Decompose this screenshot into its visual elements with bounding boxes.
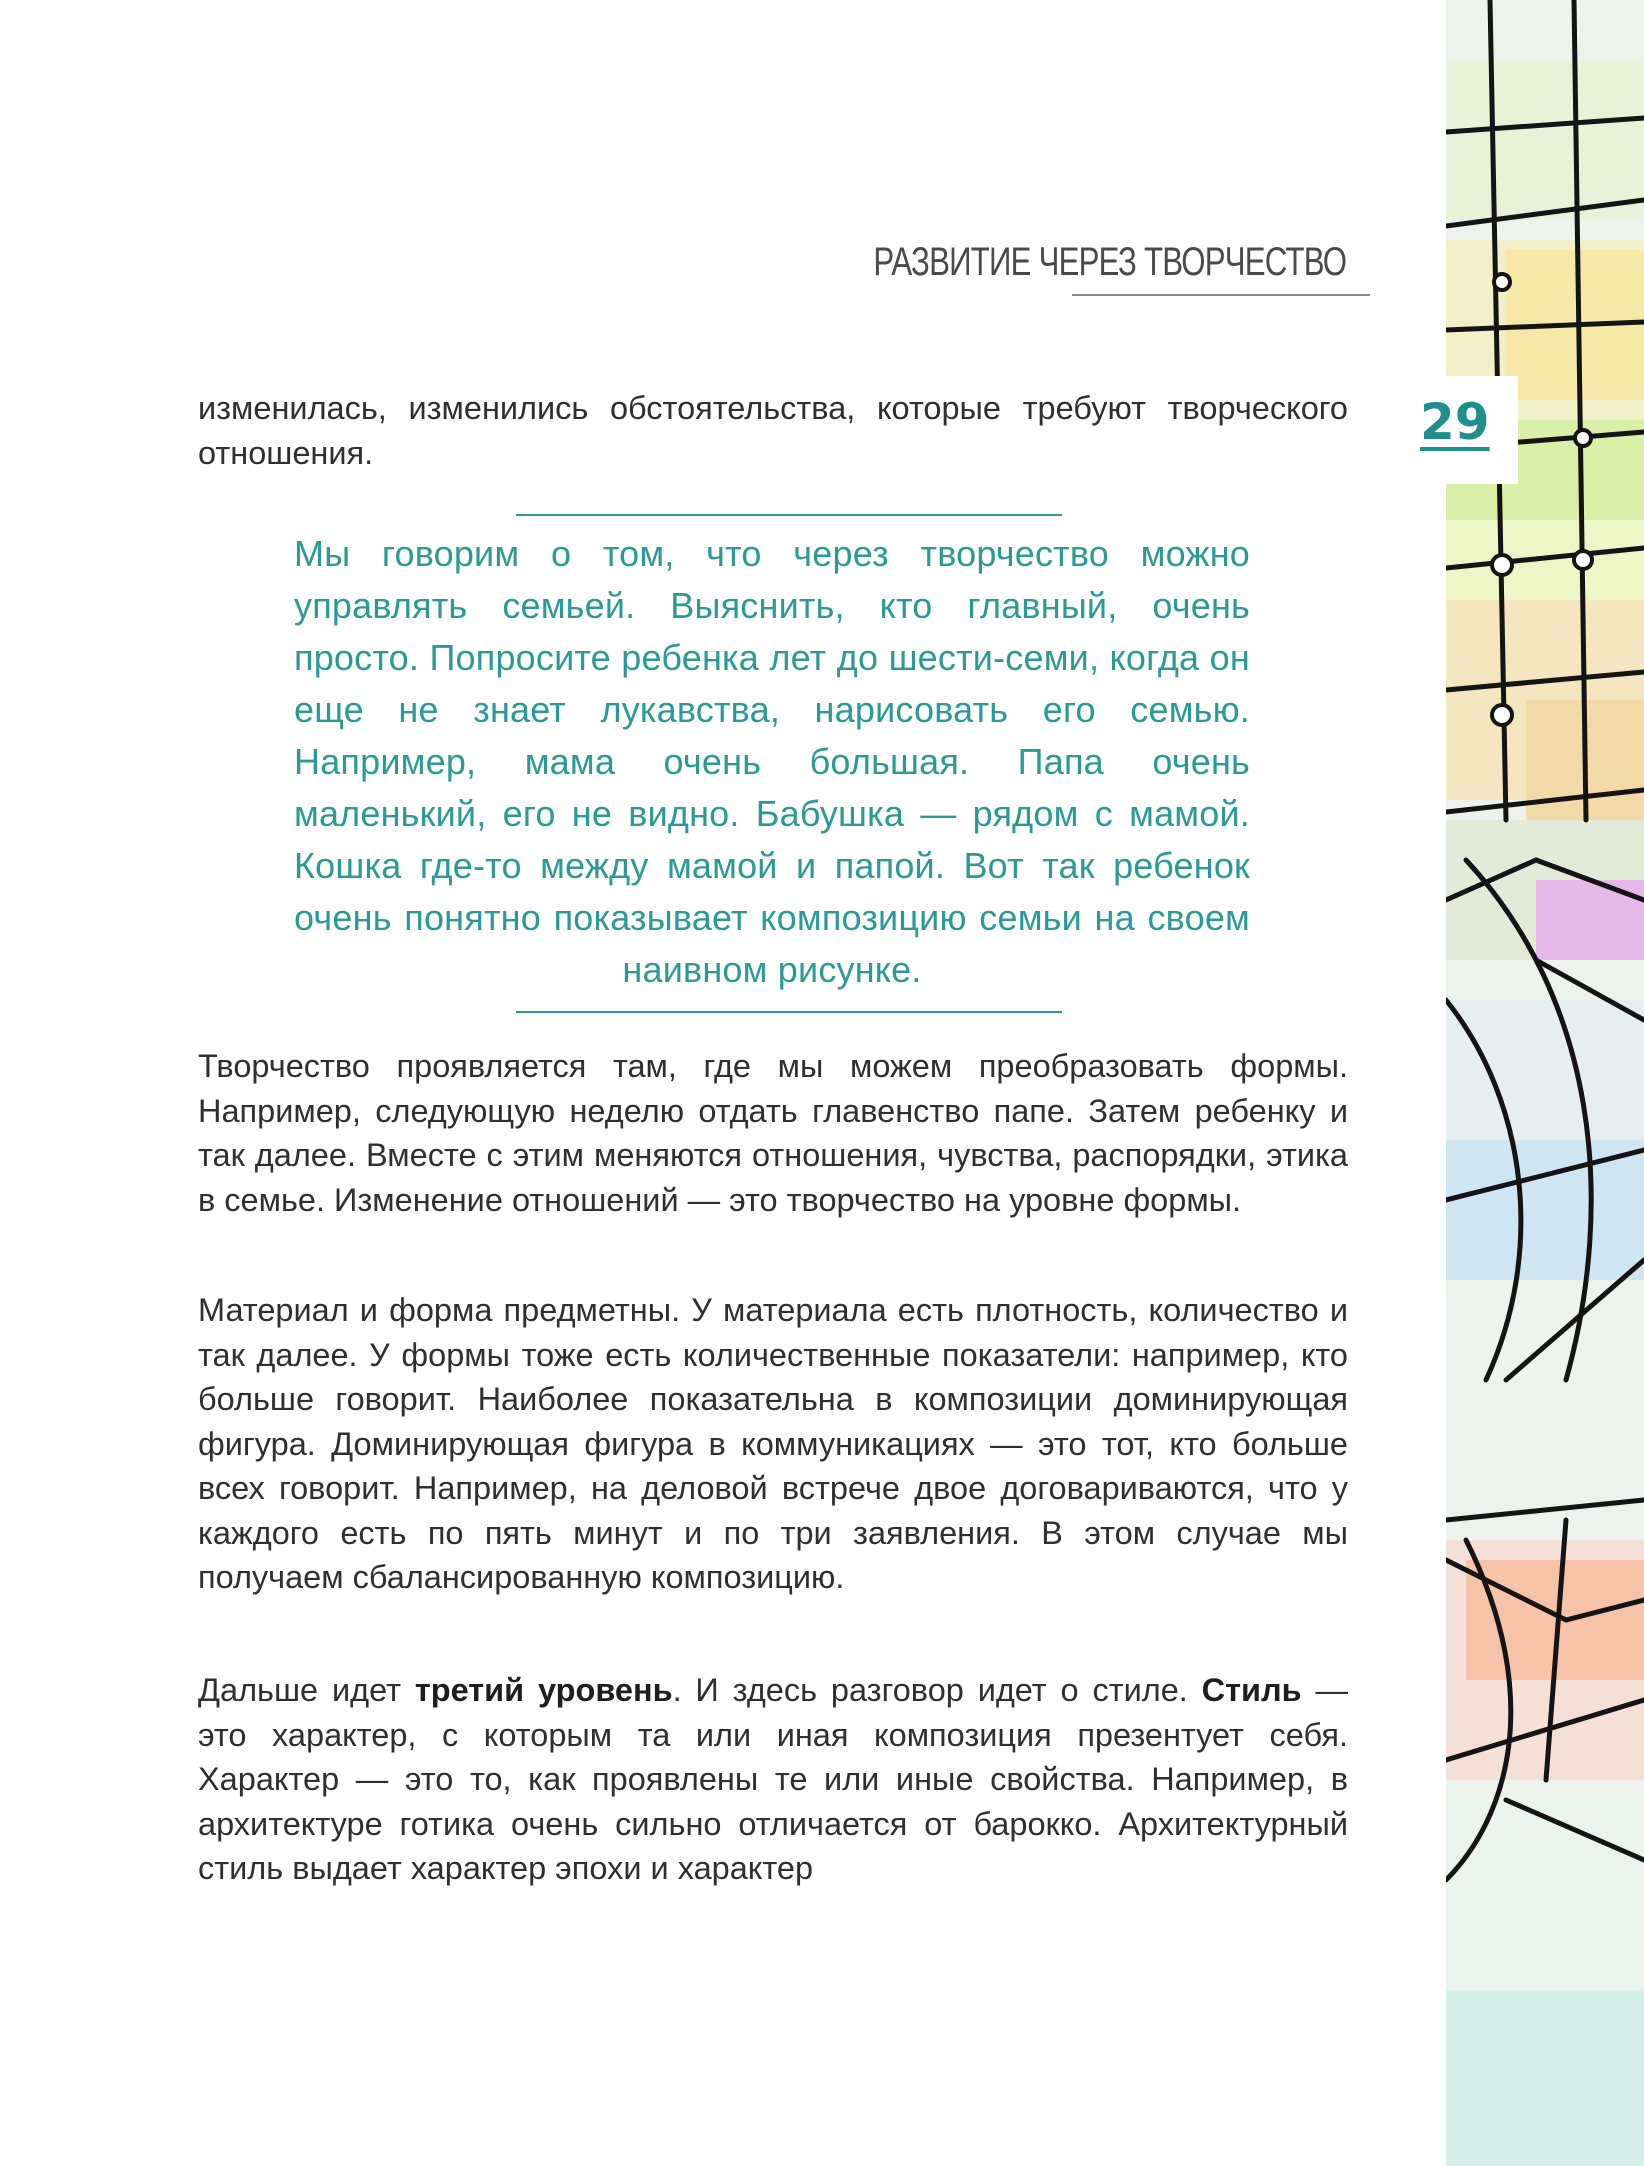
bold-term-style: Стиль: [1201, 1672, 1302, 1708]
quote-rule-top: [516, 514, 1062, 516]
decorative-artwork-strip: [1446, 0, 1644, 2166]
text-run: . И здесь разговор идет о стиле.: [672, 1672, 1202, 1708]
stained-glass-illustration: [1446, 0, 1644, 2166]
quote-rule-bottom: [516, 1011, 1062, 1013]
text-run: Дальше идет: [198, 1672, 415, 1708]
paragraph-style: [198, 1668, 1348, 1891]
paragraph-text: Творчество проявляется там, где мы можем преобразовать формы. Например, следующую неделю отдать главенство папе. Затем ребенку и так далее. Вместе с этим меняются отношения, чувства, распорядки, этика в семье. Изменение отношений — это творчество на уровне формы.: [198, 1048, 1348, 1218]
paragraph-text: [198, 1668, 1348, 1891]
running-title: РАЗВИТИЕ ЧЕРЕЗ ТВОРЧЕСТВО: [873, 240, 1346, 284]
paragraph-continuation: [198, 386, 1348, 475]
paragraph-material-form: [198, 1288, 1348, 1600]
text-run: — это характер, с которым та или иная композиция презентует себя. Характер — это то, как проявлены те или иные свойства. Например, в архитектуре готика очень сильно отличается от барокко. Архитектурный стиль выдает характер эпохи и характер: [198, 1672, 1349, 1886]
pull-quote: Мы говорим о том, что через творчество можно управлять семьей. Выяснить, кто главный, очень просто. Попросите ребенка лет до шести-семи, когда он еще не знает лукавства, нарисовать его семью. Например, мама очень большая. Папа очень маленький, его не видно. Бабушка — рядом с мамой. Кошка где-то между мамой и папой. Вот так ребенок очень понятно показывает композицию семьи на своем наивном рисунке.: [294, 533, 1250, 990]
paragraph-creativity: [198, 1044, 1348, 1222]
header-rule: [1072, 294, 1370, 296]
bold-term-level: третий уровень: [414, 1672, 673, 1708]
paragraph-text: изменилась, изменились обстоятельства, которые требуют творческого отношения.: [198, 390, 1348, 471]
page-number: 29: [1420, 393, 1490, 451]
paragraph-text: Материал и форма предметны. У материала есть плотность, количество и так далее. У формы тоже есть количественные показатели: например, кто больше говорит. Наиболее показательна в композиции доминирующая фигура. Доминирующая фигура в коммуникациях — это тот, кто больше всех говорит. Например, на деловой встрече двое договариваются, что у каждого есть по пять минут и по три заявления. В этом случае мы получаем сбалансированную композицию.: [198, 1292, 1348, 1595]
